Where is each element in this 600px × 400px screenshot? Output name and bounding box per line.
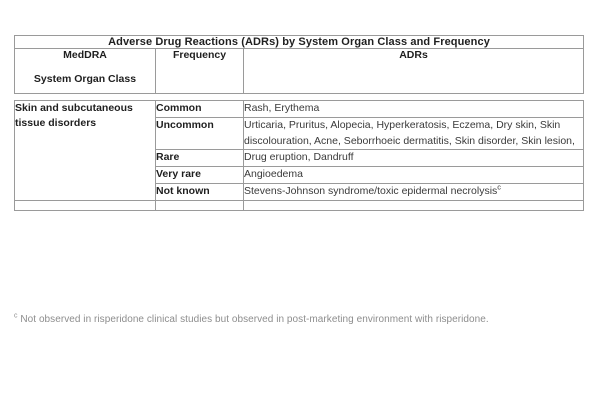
table-tail-cell-frequency [156, 200, 244, 210]
adrs-cell: Drug eruption, Dandruff [244, 150, 584, 167]
frequency-cell: Common [156, 101, 244, 118]
table-row [15, 101, 584, 118]
footnote-text: Not observed in risperidone clinical studies but observed in post-marketing environment with risperidone. [20, 314, 489, 325]
table-tail-row [15, 200, 584, 210]
frequency-cell: Rare [156, 150, 244, 167]
table-title: Adverse Drug Reactions (ADRs) by System Organ Class and Frequency [15, 36, 584, 49]
adr-table-header-block [14, 35, 584, 94]
adrs-cell: Rash, Erythema [244, 101, 584, 118]
adr-table-body-block [14, 100, 584, 211]
table-header-row [15, 49, 584, 94]
frequency-cell: Very rare [156, 167, 244, 184]
column-header-system-organ-class [15, 49, 156, 94]
adr-table-container [14, 35, 583, 211]
table-tail-cell-adrs [244, 200, 584, 210]
frequency-cell: Not known [156, 183, 244, 200]
column-header-adrs: ADRs [244, 49, 584, 94]
column-header-meddra-label: MedDRA [63, 49, 107, 61]
column-header-soc-label: System Organ Class [33, 73, 137, 85]
adrs-cell: Angioedema [244, 167, 584, 184]
column-header-frequency: Frequency [156, 49, 244, 94]
adrs-cell [244, 183, 584, 200]
adrs-cell: Urticaria, Pruritus, Alopecia, Hyperkeratosis, Eczema, Dry skin, Skin discolouration, Acne, Seborrhoeic dermatitis, Skin disorder, Skin lesion, [244, 117, 584, 150]
footnote-marker: c [14, 312, 18, 320]
table-title-row [15, 36, 584, 49]
footnote [14, 313, 589, 327]
adrs-cell-text: Stevens-Johnson syndrome/toxic epidermal necrolysis [244, 184, 498, 197]
system-organ-class-cell: Skin and subcutaneous tissue disorders [15, 101, 156, 201]
table-tail-cell-soc [15, 200, 156, 210]
footnote-marker-c: c [497, 182, 502, 192]
frequency-cell: Uncommon [156, 117, 244, 150]
